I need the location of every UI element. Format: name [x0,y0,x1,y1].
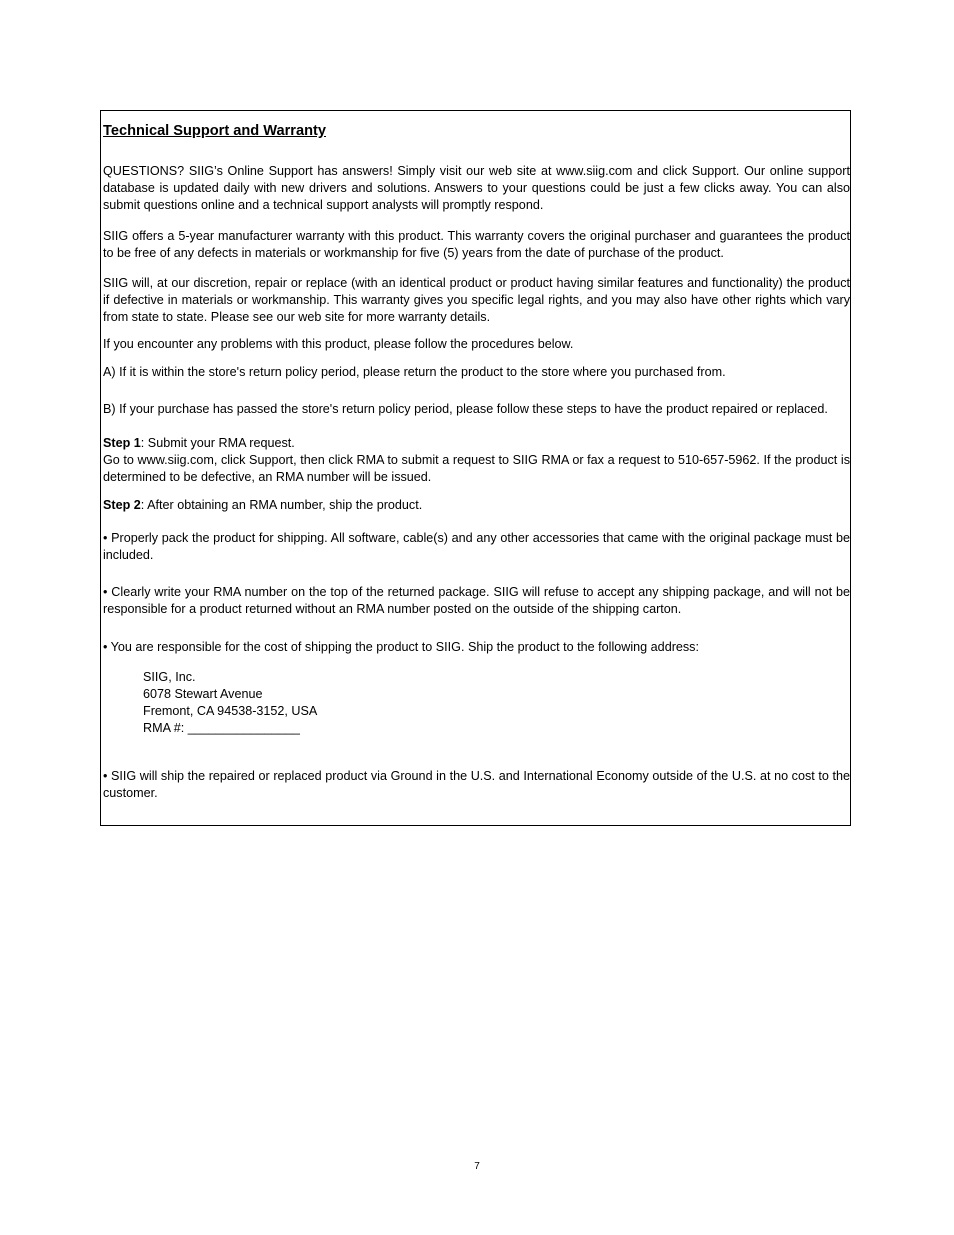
step2-line [103,497,850,514]
bullet-rma: • Clearly write your RMA number on the top of the returned package. SIIG will refuse to accept any shipping package, and will not be responsible for a product returned without an RMA number posted on the outside of the shipping carton. [103,585,850,616]
section-title: Technical Support and Warranty [103,123,326,139]
address-line-2: 6078 Stewart Avenue [143,687,263,701]
address-line-1: SIIG, Inc. [143,670,196,684]
step1-detail: Go to www.siig.com, click Support, then click RMA to submit a request to SIIG RMA or fax a request to 510-657-5962. If the product is determined to be defective, an RMA number will be issued. [103,453,850,484]
repair-paragraph: SIIG will, at our discretion, repair or replace (with an identical product or product having similar features and functionality) the product if defective in materials or workmanship. This warranty gives you specific legal rights, and you may also have other rights which vary from state to state. Please see our web site for more warranty details. [103,276,850,324]
warranty-box [100,110,851,826]
step1-line [103,435,850,452]
questions-paragraph: QUESTIONS? SIIG’s Online Support has answers! Simply visit our web site at www.siig.com and click Support. Our online support database is updated daily with new drivers and solutions. Answers to your questions could be just a few clicks away. You can also submit questions online and a technical support analysts will promptly respond. [103,164,850,212]
step2-label: Step 2 [103,498,141,512]
address-line-3: Fremont, CA 94538-3152, USA [143,704,318,718]
option-b-paragraph: B) If your purchase has passed the store's return policy period, please follow these steps to have the product repaired or replaced. [103,402,828,416]
step1-text: : Submit your RMA request. [140,436,295,450]
bullet-cost: • You are responsible for the cost of shipping the product to SIIG. Ship the product to the following address: [103,640,699,654]
step2-text: : After obtaining an RMA number, ship the product. [140,498,423,512]
option-a-paragraph: A) If it is within the store's return policy period, please return the product to the store where you purchased from. [103,365,726,379]
bullet-pack: • Properly pack the product for shipping. All software, cable(s) and any other accessories that came with the original package must be included. [103,531,850,562]
bullet-ship: • SIIG will ship the repaired or replaced product via Ground in the U.S. and International Economy outside of the U.S. at no cost to the customer. [103,769,850,800]
warranty-paragraph: SIIG offers a 5-year manufacturer warranty with this product. This warranty covers the original purchaser and guarantees the product to be free of any defects in materials or workmanship for five (5) years from the date of purchase of the product. [103,229,850,260]
problems-paragraph: If you encounter any problems with this product, please follow the procedures below. [103,337,574,351]
step1-label: Step 1 [103,436,141,450]
page-number: 7 [474,1161,480,1172]
rma-number-line: RMA #: ________________ [143,721,300,735]
